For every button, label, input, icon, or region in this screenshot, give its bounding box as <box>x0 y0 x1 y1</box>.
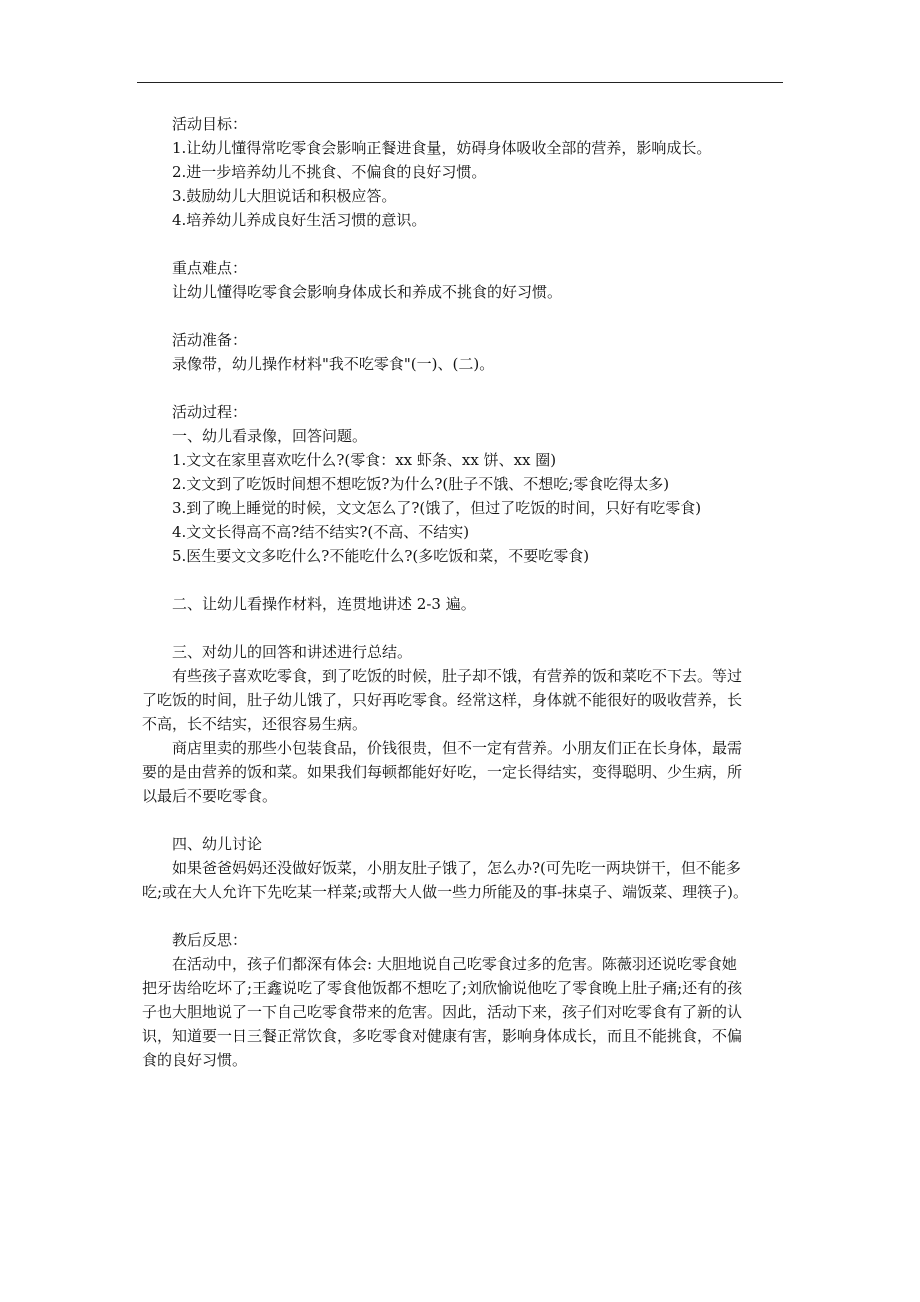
question-3: 3.到了晚上睡觉的时候，文文怎么了?(饿了，但过了吃饭的时间，只好有吃零食) <box>172 499 702 517</box>
summary-para2-line1: 商店里卖的那些小包装食品，价钱很贵，但不一定有营养。小朋友们正在长身体，最需 <box>172 739 743 757</box>
goals-heading: 活动目标： <box>172 115 248 133</box>
reflection-line4: 识，知道要一日三餐正常饮食，多吃零食对健康有害，影响身体成长，而且不能挑食，不偏 <box>142 1027 743 1045</box>
preparation-text: 录像带，幼儿操作材料"我不吃零食"(一)、(二)。 <box>172 355 495 373</box>
key-points-heading: 重点难点： <box>172 259 248 277</box>
reflection-line5: 食的良好习惯。 <box>142 1051 248 1069</box>
summary-para1-line3: 不高，长不结实，还很容易生病。 <box>142 715 368 733</box>
goal-item-3: 3.鼓励幼儿大胆说话和积极应答。 <box>172 187 397 205</box>
spacer <box>172 904 784 928</box>
goal-item-2: 2.进一步培养幼儿不挑食、不偏食的良好习惯。 <box>172 163 487 181</box>
spacer <box>172 568 784 592</box>
reflection-line3: 子也大胆地说了一下自己吃零食带来的危害。因此，活动下来，孩子们对吃零食有了新的认 <box>142 1003 743 1021</box>
reflection-line2: 把牙齿给吃坏了;王鑫说吃了零食他饭都不想吃了;刘欣愉说他吃了零食晚上肚子痛;还有的孩 <box>142 979 743 997</box>
reflection-heading: 教后反思： <box>172 931 248 949</box>
question-2: 2.文文到了吃饭时间想不想吃饭?为什么?(肚子不饿、不想吃;零食吃得太多) <box>172 475 670 493</box>
discussion-line1: 如果爸爸妈妈还没做好饭菜，小朋友肚子饿了，怎么办?(可先吃一两块饼干，但不能多 <box>172 859 741 877</box>
spacer <box>172 808 784 832</box>
discussion-line2: 吃;或在大人允许下先吃某一样菜;或帮大人做一些力所能及的事-抹桌子、端饭菜、理筷子)。 <box>142 883 749 901</box>
spacer <box>172 304 784 328</box>
summary-para1-line2: 了吃饭的时间，肚子幼儿饿了，只好再吃零食。经常这样，身体就不能很好的吸收营养，长 <box>142 691 743 709</box>
goal-item-4: 4.培养幼儿养成良好生活习惯的意识。 <box>172 211 427 229</box>
summary-para2-line3: 以最后不要吃零食。 <box>142 787 278 805</box>
key-points-text: 让幼儿懂得吃零食会影响身体成长和养成不挑食的好习惯。 <box>172 283 563 301</box>
step2-title: 二、让幼儿看操作材料，连贯地讲述 2-3 遍。 <box>172 595 476 613</box>
step3-title: 三、对幼儿的回答和讲述进行总结。 <box>172 643 413 661</box>
header-rule <box>137 82 783 83</box>
document-body <box>142 112 784 1072</box>
spacer <box>172 232 784 256</box>
step1-title: 一、幼儿看录像，回答问题。 <box>172 427 368 445</box>
reflection-line1: 在活动中，孩子们都深有体会: 大胆地说自己吃零食过多的危害。陈薇羽还说吃零食她 <box>172 955 737 973</box>
summary-para1-line1: 有些孩子喜欢吃零食，到了吃饭的时候，肚子却不饿，有营养的饭和菜吃不下去。等过 <box>172 667 743 685</box>
process-heading: 活动过程： <box>172 403 248 421</box>
summary-para2-line2: 要的是由营养的饭和菜。如果我们每顿都能好好吃，一定长得结实，变得聪明、少生病，所 <box>142 763 743 781</box>
spacer <box>172 376 784 400</box>
goal-item-1: 1.让幼儿懂得常吃零食会影响正餐进食量，妨碍身体吸收全部的营养，影响成长。 <box>172 139 712 157</box>
question-5: 5.医生要文文多吃什么?不能吃什么?(多吃饭和菜，不要吃零食) <box>172 547 590 565</box>
question-1: 1.文文在家里喜欢吃什么?(零食：xx 虾条、xx 饼、xx 圈) <box>172 451 557 469</box>
question-4: 4.文文长得高不高?结不结实?(不高、不结实) <box>172 523 470 541</box>
preparation-heading: 活动准备： <box>172 331 248 349</box>
spacer <box>172 616 784 640</box>
step4-title: 四、幼儿讨论 <box>172 835 263 853</box>
